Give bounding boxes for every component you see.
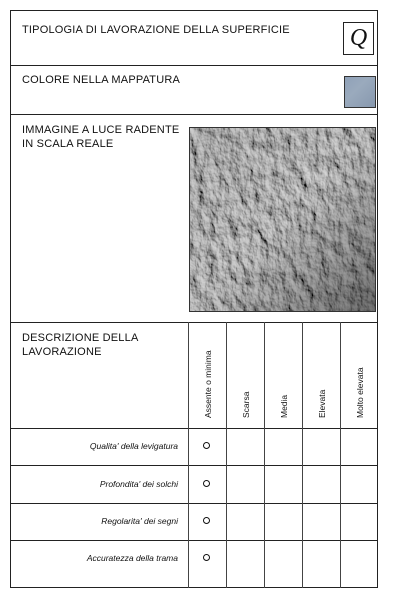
rating-mark-trama — [203, 554, 210, 561]
column-header-molto-elevata: Molto elevata — [355, 367, 365, 418]
color-swatch — [344, 76, 376, 108]
section-title-descrizione-1: DESCRIZIONE DELLA — [22, 332, 139, 344]
raking-light-texture-image — [189, 127, 376, 312]
section-title-descrizione-2: LAVORAZIONE — [22, 346, 102, 358]
column-header-scarsa: Scarsa — [241, 391, 251, 418]
row-label-trama: Accuratezza della trama — [86, 553, 178, 563]
table-col-line — [302, 322, 303, 588]
table-col-line — [188, 322, 189, 588]
table-row-line — [10, 503, 378, 504]
section-title-immagine-1: IMMAGINE A LUCE RADENTE — [22, 124, 180, 136]
divider-2 — [10, 114, 378, 115]
row-label-segni: Regolarita' dei segni — [101, 516, 178, 526]
rating-mark-levigatura — [203, 442, 210, 449]
table-col-line — [264, 322, 265, 588]
row-label-solchi: Profondita' dei solchi — [99, 479, 178, 489]
section-title-immagine-2: IN SCALA REALE — [22, 138, 114, 150]
rating-mark-segni — [203, 517, 210, 524]
row-label-levigatura: Qualita' della levigatura — [89, 441, 178, 451]
divider-1 — [10, 65, 378, 66]
table-row-line — [10, 428, 378, 429]
section-title-colore: COLORE NELLA MAPPATURA — [22, 74, 181, 86]
section-title-tipologia: TIPOLOGIA DI LAVORAZIONE DELLA SUPERFICIE — [22, 24, 290, 36]
column-header-media: Media — [279, 394, 289, 418]
column-header-assente: Assente o minima — [203, 350, 213, 418]
rating-mark-solchi — [203, 480, 210, 487]
divider-3 — [10, 322, 378, 323]
letter-q-symbol: Q — [343, 22, 374, 55]
table-row-line — [10, 465, 378, 466]
column-header-elevata: Elevata — [317, 389, 327, 418]
table-row-line — [10, 540, 378, 541]
table-col-line — [226, 322, 227, 588]
table-col-line — [340, 322, 341, 588]
